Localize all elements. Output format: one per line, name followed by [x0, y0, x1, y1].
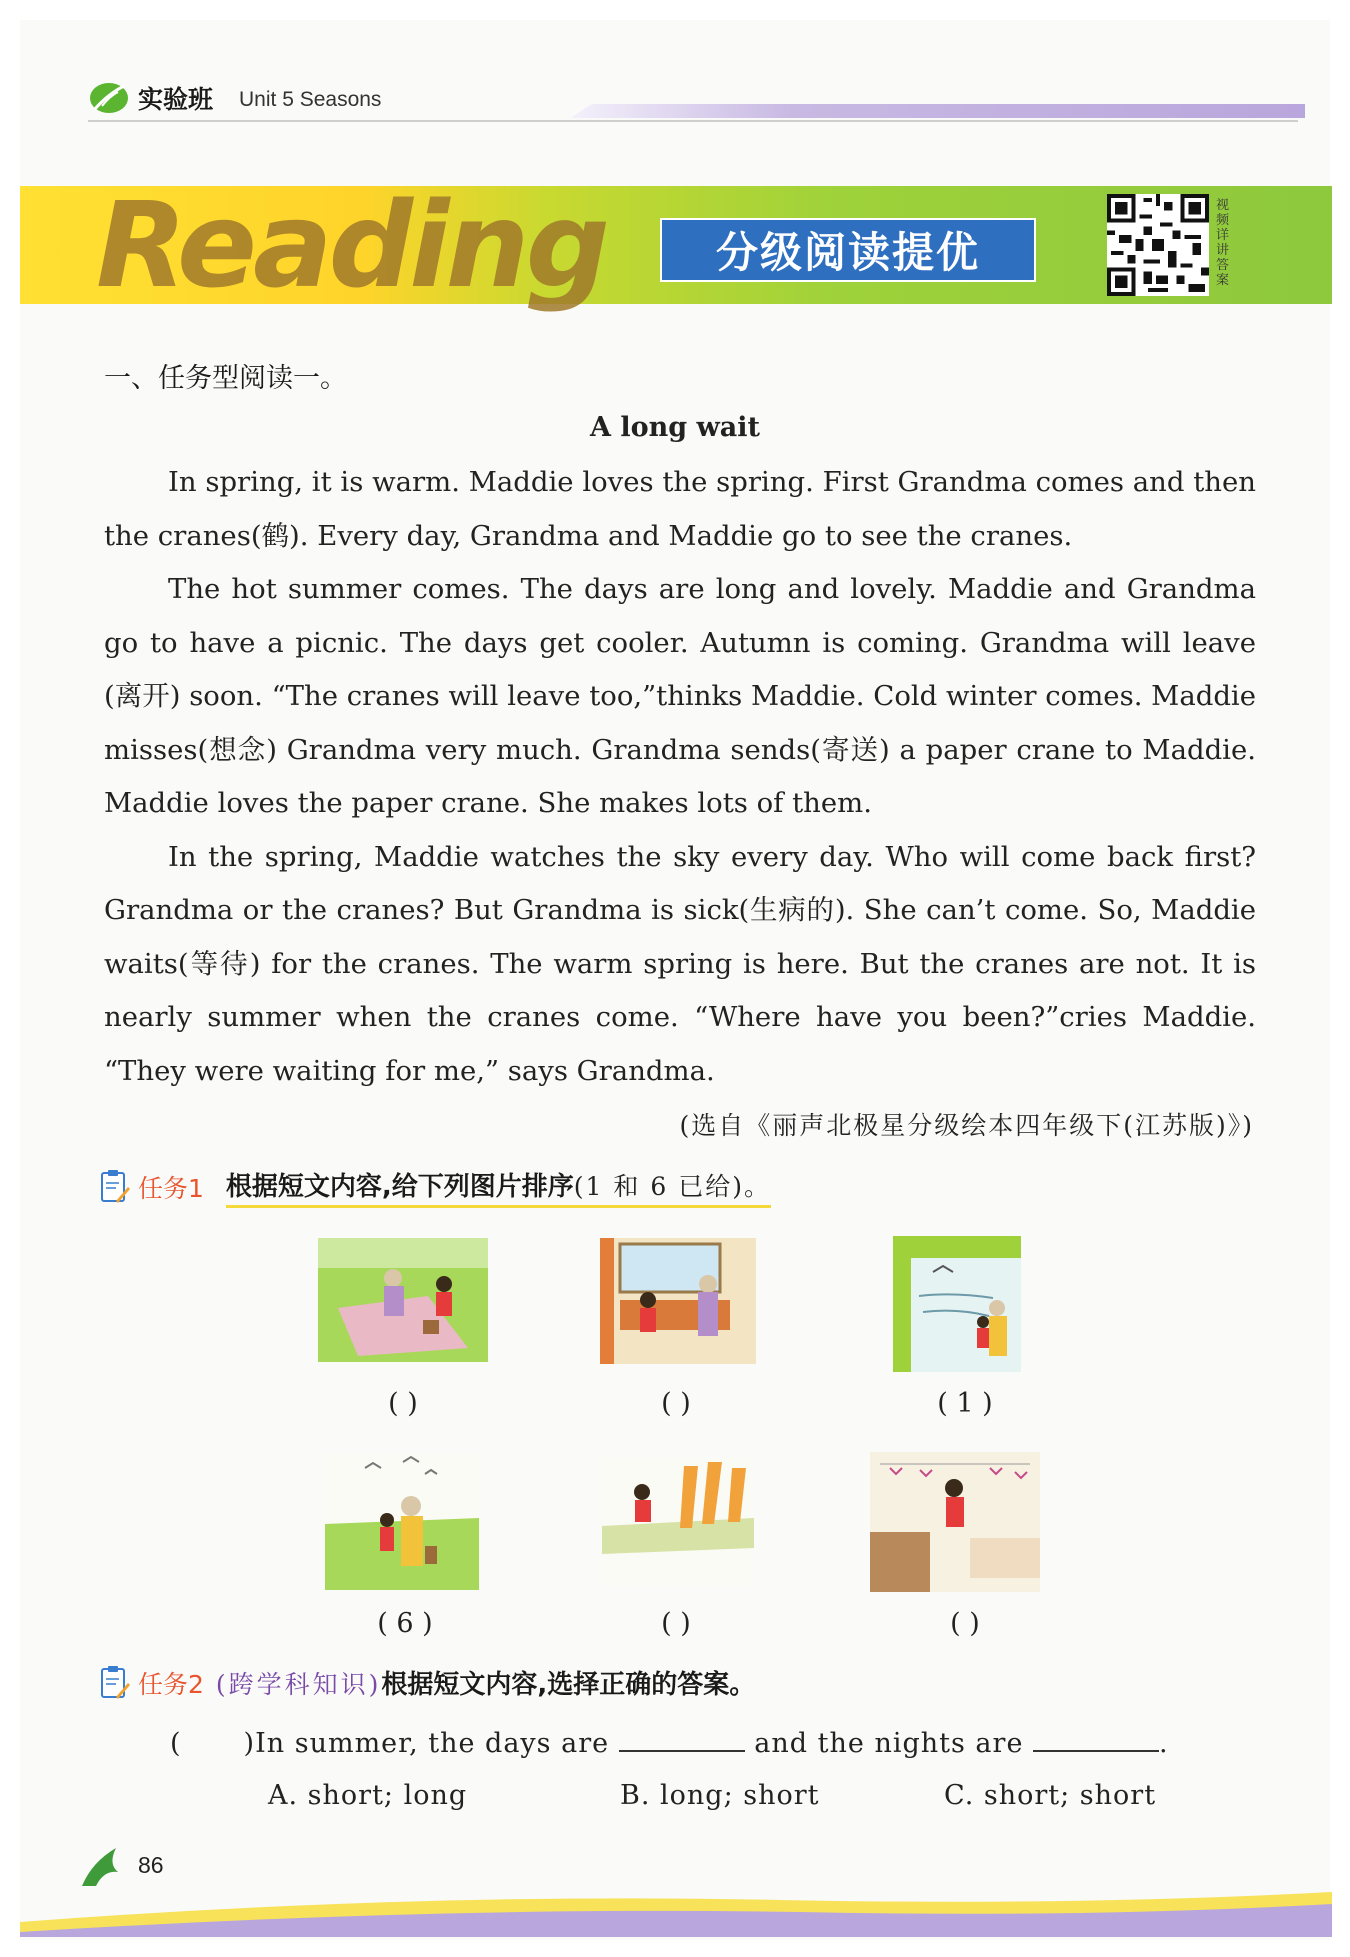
story-title: A long wait	[590, 412, 760, 443]
question-text-b: and the nights are	[754, 1728, 1024, 1759]
dolphin-icon	[78, 1842, 124, 1892]
story-body	[104, 456, 1256, 1098]
answer-paren-open[interactable]: (	[170, 1728, 182, 1759]
reading-banner	[20, 176, 1332, 314]
task1-heading	[100, 1166, 771, 1208]
option-c[interactable]: C. short; short	[944, 1780, 1157, 1811]
story-paragraph-1: In spring, it is warm. Maddie loves the spring. First Grandma comes and then the cranes(鹤). Every day, Grandma and Maddie go to see the cranes.	[104, 466, 1256, 552]
header-divider	[88, 120, 1298, 122]
blank-fill-2[interactable]	[1033, 1726, 1159, 1752]
task1-blank-2[interactable]: ( )	[661, 1388, 691, 1419]
task1-instruction: 根据短文内容,给下列图片排序	[225, 1172, 574, 1202]
task2-instruction-end: 。	[729, 1670, 756, 1700]
story-paragraph-3: In the spring, Maddie watches the sky every day. Who will come back first? Grandma or the cranes? But Grandma is sick(生病的). She can’t come. So, Maddie waits(等待) for the cranes. The warm spring is here. But the cranes are not. It is nearly summer when the cranes come. “Where have you been?”cries Maddie. “They were waiting for me,” says Grandma.	[104, 840, 1256, 1087]
task1-instruction-group	[226, 1166, 771, 1208]
task1-note: (1 和 6 已给)。	[573, 1172, 771, 1201]
walking-together-picture	[325, 1454, 479, 1590]
cranes-lake-picture	[893, 1236, 1021, 1372]
footer-wave	[20, 1852, 1332, 1937]
question-end: .	[1159, 1728, 1169, 1759]
task1-blank-3: ( 1 )	[937, 1388, 993, 1419]
qr-code-icon[interactable]	[1107, 194, 1209, 296]
page-number: 86	[138, 1852, 164, 1878]
clipboard-pencil-icon	[100, 1169, 130, 1205]
qr-caption: 视频详讲答案	[1216, 198, 1230, 288]
blank-fill-1[interactable]	[619, 1726, 745, 1752]
banner-title-box	[660, 218, 1036, 282]
task1-label: 任务1	[138, 1174, 204, 1203]
header-accent-bar	[570, 104, 1305, 118]
section-title: 一、任务型阅读一。	[104, 363, 347, 394]
unit-title: Unit 5 Seasons	[239, 88, 382, 111]
option-b[interactable]: B. long; short	[620, 1780, 820, 1811]
banner-reading-word: Reading	[96, 176, 607, 314]
task2-label: 任务2	[138, 1669, 204, 1699]
grandma-cooking-picture	[600, 1238, 756, 1364]
page-header	[88, 78, 381, 118]
paper-cranes-room-picture	[870, 1452, 1040, 1592]
task2-instruction: 根据短文内容,选择正确的答案	[381, 1670, 730, 1700]
task1-blank-6[interactable]: ( )	[950, 1608, 980, 1639]
story-paragraph-2: The hot summer comes. The days are long and lovely. Maddie and Grandma go to have a picnic. The days get cooler. Autumn is coming. Grandma will leave (离开) soon. “The cranes will leave too,”thinks Maddie. Cold winter comes. Maddie misses(想念) Grandma very much. Grandma sends(寄送) a paper crane to Maddie. Maddie loves the paper crane. She makes lots of them.	[104, 573, 1257, 819]
task1-blank-4: ( 6 )	[377, 1608, 433, 1639]
task2-question	[170, 1726, 1169, 1759]
picnic-picture	[318, 1238, 488, 1362]
autumn-trees-picture	[602, 1458, 754, 1586]
question-text-a: )In summer, the days are	[243, 1728, 610, 1759]
task2-note: (跨学科知识)	[215, 1669, 382, 1699]
task1-blank-5[interactable]: ( )	[661, 1608, 691, 1639]
option-a[interactable]: A. short; long	[268, 1780, 468, 1811]
leaf-logo-icon	[88, 80, 130, 116]
story-source: (选自《丽声北极星分级绘本四年级下(江苏版)》)	[679, 1111, 1254, 1140]
task2-heading	[100, 1664, 755, 1701]
brand-name: 实验班	[138, 85, 214, 114]
clipboard-pencil-icon	[100, 1665, 130, 1701]
banner-title: 分级阅读提优	[715, 228, 980, 277]
task1-blank-1[interactable]: ( )	[388, 1388, 418, 1419]
